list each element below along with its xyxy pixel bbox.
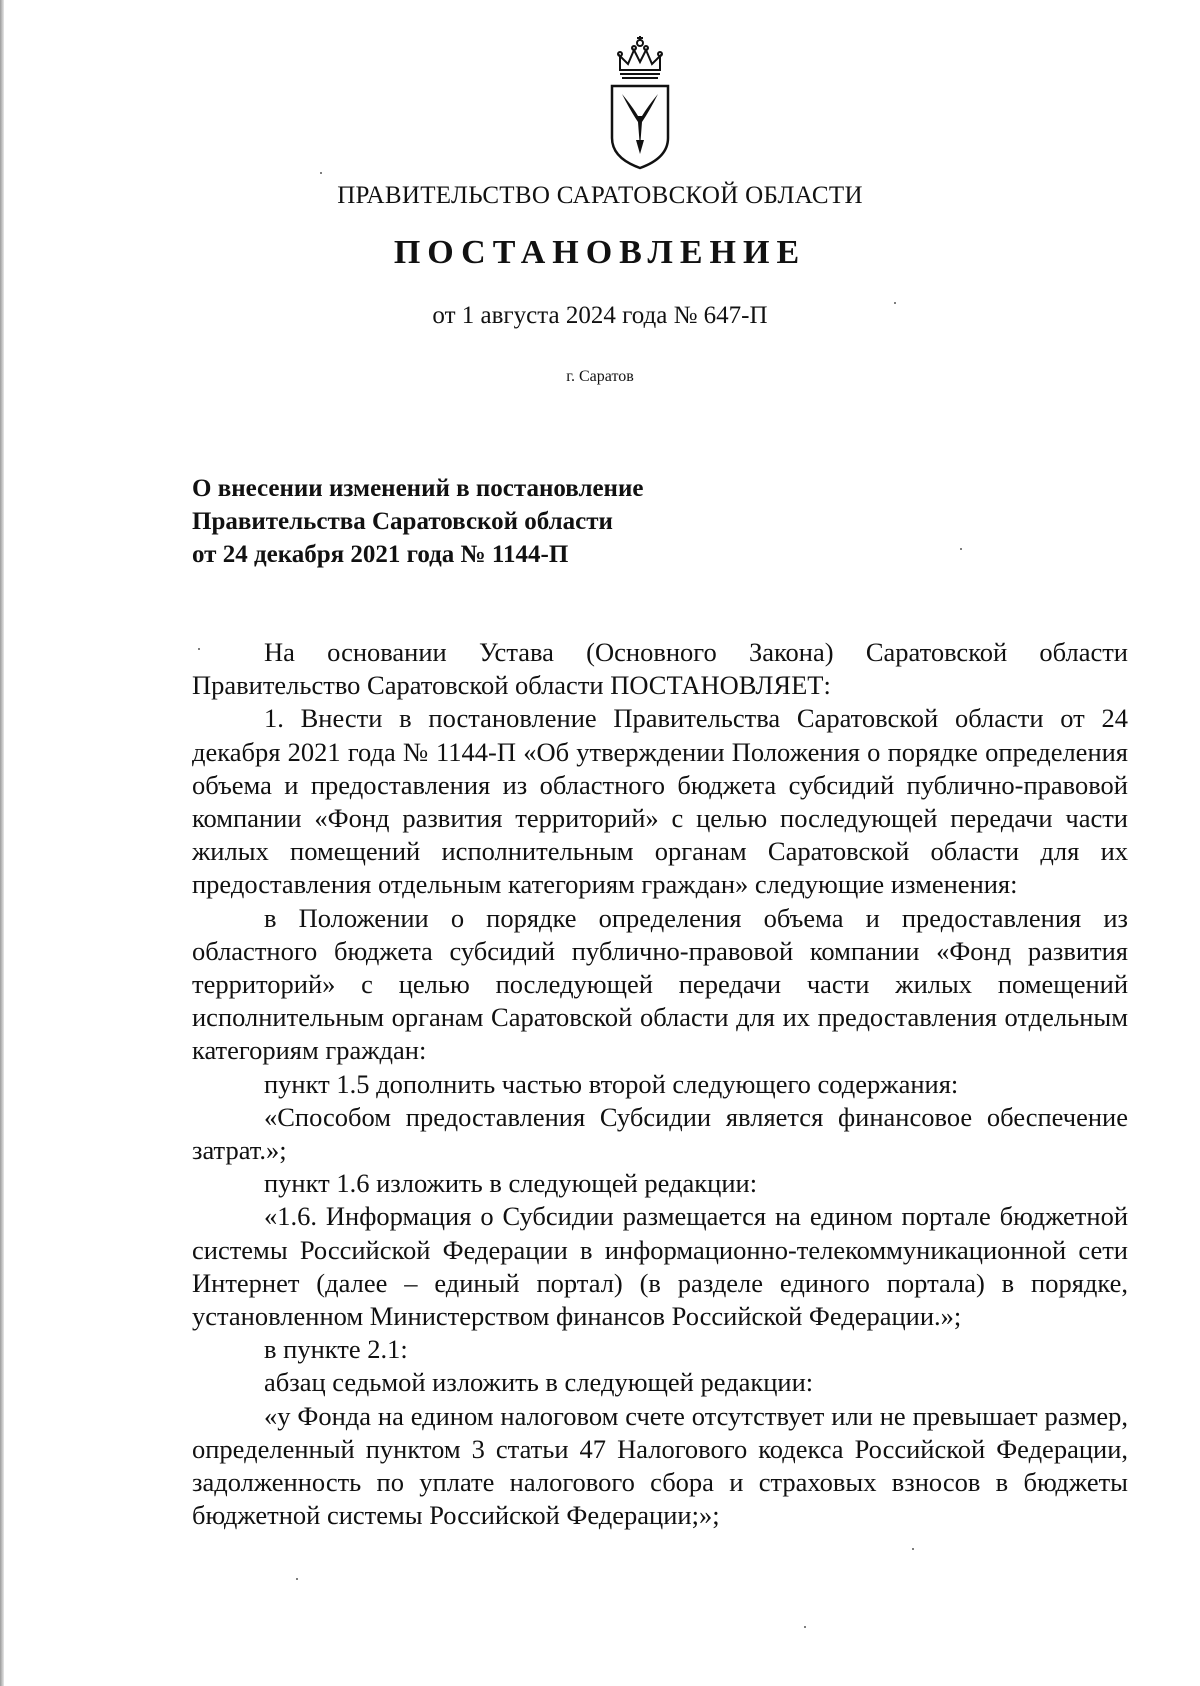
government-name: ПРАВИТЕЛЬСТВО САРАТОВСКОЙ ОБЛАСТИ [337,182,863,209]
body-paragraph: 1. Внести в постановление Правительства Саратовской области от 24 декабря 2021 года № 1144-П «Об утверждении Положения о порядке определения объема и предоставления из областного бюджета субсидий публично-правовой компании «Фонд развития территорий» с целью последующей передачи части жилых помещений исполнительным органам Саратовской области для их предоставления отдельным категориям граждан» следующие изменения: [192,703,1128,900]
subject-line: О внесении изменений в постановление [192,475,644,502]
scan-speck [804,1626,806,1628]
document-city: г. Саратов [566,368,634,385]
scan-speck [198,648,200,650]
scan-speck [894,302,896,304]
scan-speck [912,1548,914,1550]
document-subject [192,472,792,571]
subject-line: Правительства Саратовской области [192,508,613,535]
subject-line: от 24 декабря 2021 года № 1144-П [192,541,569,568]
body-paragraph: «Способом предоставления Субсидии является финансовое обеспечение затрат.»; [192,1101,1128,1166]
saratov-coat-of-arms-icon [604,30,676,170]
body-paragraph: «1.6. Информация о Субсидии размещается на едином портале бюджетной системы Российской Федерации в информационно-телекоммуникационной сети Интернет (далее – единый портал) (в разделе единого портала) в порядке, установленном Министерством финансов Российской Федерации.»; [192,1201,1128,1332]
body-paragraph: в Положении о порядке определения объема и предоставления из областного бюджета субсидий публично-правовой компании «Фонд развития территорий» с целью последующей передачи части жилых помещений исполнительным органам Саратовской области для их предоставления отдельным категориям граждан: [192,902,1128,1066]
scan-speck [960,548,962,550]
body-paragraph: «у Фонда на едином налоговом счете отсутствует или не превышает размер, определенный пунктом 3 статьи 47 Налогового кодекса Российской Федерации, задолженность по уплате налогового сбора и страховых взносов в бюджеты бюджетной системы Российской Федерации;»; [192,1400,1128,1531]
body-paragraph: абзац седьмой изложить в следующей редакции: [264,1367,814,1398]
body-paragraph: пункт 1.6 изложить в следующей редакции: [264,1168,758,1199]
body-paragraph: На основании Устава (Основного Закона) Саратовской области Правительство Саратовской области ПОСТАНОВЛЯЕТ: [192,637,1128,701]
document-body [192,636,1128,1532]
body-paragraph: пункт 1.5 дополнить частью второй следующего содержания: [264,1068,959,1099]
document-date-number: от 1 августа 2024 года № 647-П [432,302,768,329]
document-type: ПОСТАНОВЛЕНИЕ [393,234,807,271]
scan-speck [296,1578,298,1580]
scan-speck [320,172,322,174]
body-paragraph: в пункте 2.1: [264,1334,408,1365]
